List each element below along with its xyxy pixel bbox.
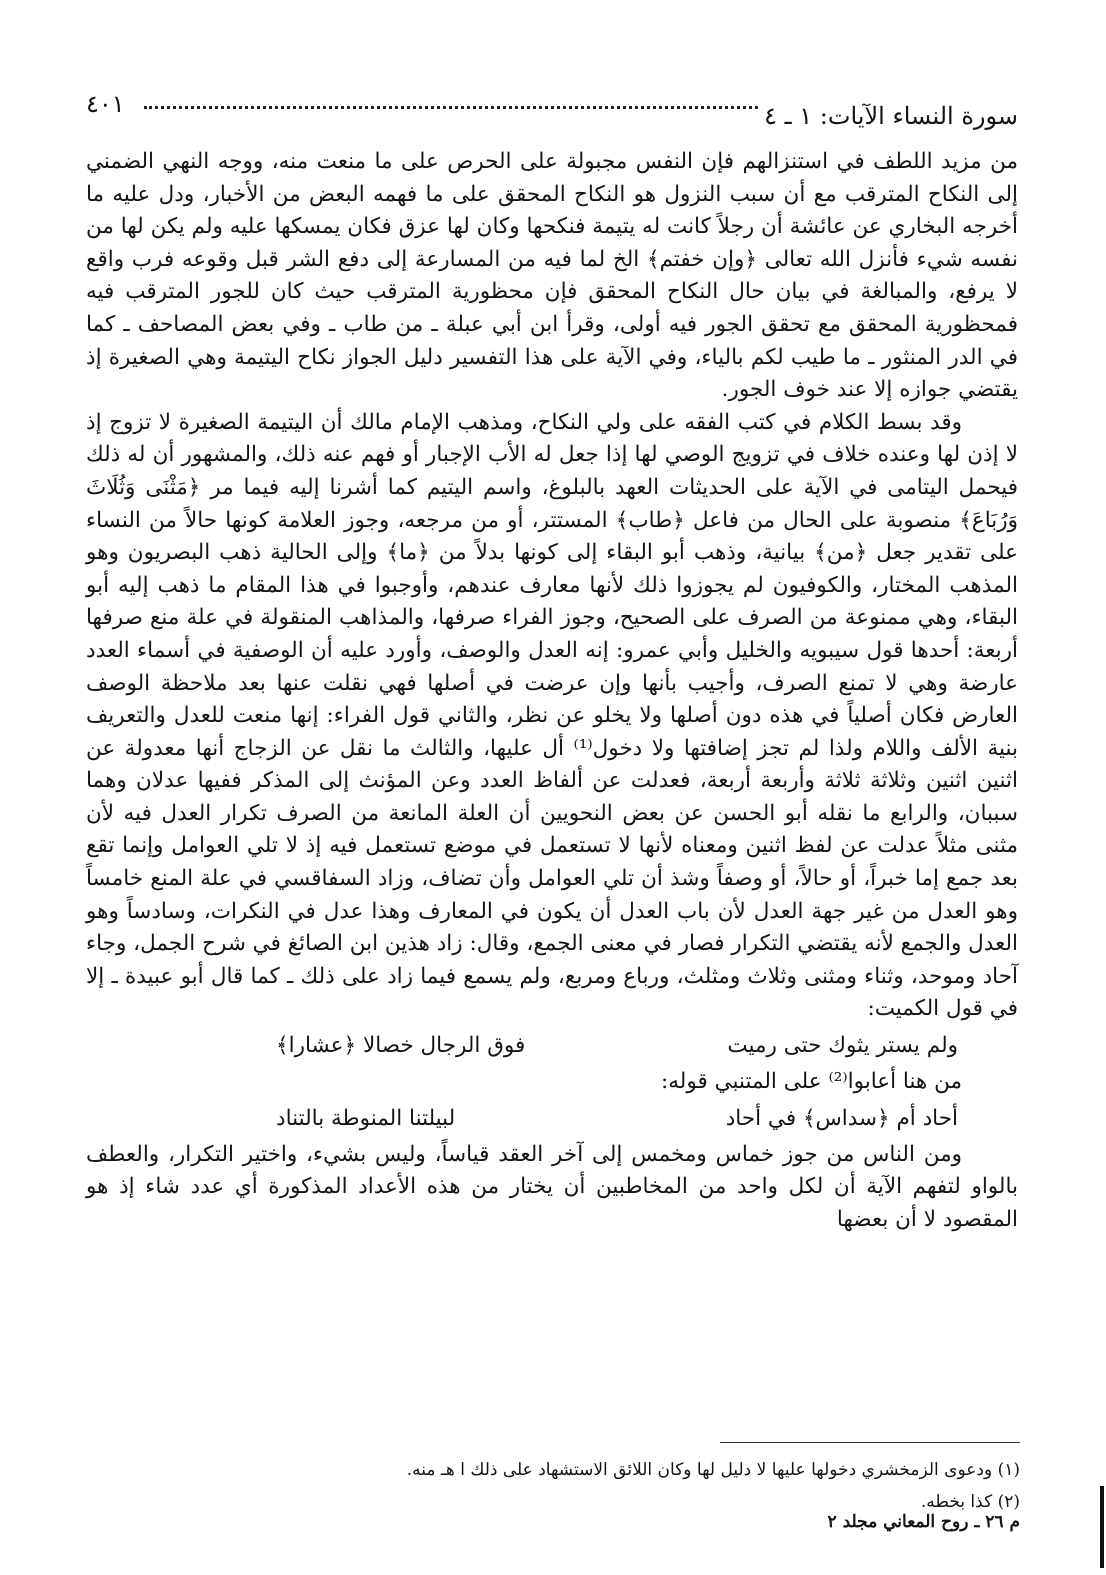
page-number: ٤٠١ [86, 90, 125, 118]
paragraph-1: من مزيد اللطف في استنزالهم فإن النفس مجبولة على الحرص على ما منعت منه، ووجه النهي الضمني إلى النكاح المترقب مع أن سبب النزول هو النكاح المحقق على ما فهمه البعض من الأخبار، ودل عليه ما أخرجه البخاري عن عائشة أن رجلاً كانت له يتيمة فنكحها وكان لها عزق فكان يمسكها عليه ولم يكن لها من نفسه شيء فأنزل الله تعالى ﴿وإن خفتم﴾ الخ لما فيه من المسارعة إلى دفع الشر قبل وقوعه فرب واقع لا يرفع، والمبالغة في بيان حال النكاح المحقق فإن محظورية المترقب حيث كان للجور المترقب فيه فمحظورية المحقق مع تحقق الجور فيه أولى، وقرأ ابن أبي عبلة ـ من طاب ـ وفي بعض المصاحف ـ كما في الدر المنثور ـ ما طيب لكم بالياء، وفي الآية على هذا التفسير دليل الجواز نكاح اليتيمة وهي الصغيرة إذ يقتضي جوازه إلا عند خوف الجور. [86, 149, 1018, 403]
header-title: سورة النساء الآيات: ١ ـ ٤ [764, 102, 1018, 130]
verse-line-2 [86, 1099, 1018, 1139]
footnote-1: (١) ودعوى الزمخشري دخولها عليها لا دليل لها وكان اللائق الاستشهاد على ذلك ا هـ منه. [406, 1460, 1020, 1480]
verse-2-right-hemistich: أحاد أم ﴿سداس﴾ في أحاد [725, 1105, 958, 1131]
running-header [86, 84, 1018, 140]
middle-line: من هنا أعابوا⁽²⁾ على المتنبي قوله: [661, 1069, 962, 1095]
paragraph-2: وقد بسط الكلام في كتب الفقه على ولي النكاح، ومذهب الإمام مالك أن اليتيمة الصغيرة لا تزوج إذ لا إذن لها وعنده خلاف في تزويج الوصي لها إذا جعل له الأب الإجبار أو فهم عنه ذلك، والمشهور أن له ذلك فيحمل اليتامى في الآية على الحديثات العهد بالبلوغ، واسم اليتيم كما أشرنا إليه فيما مر ﴿مَثْنَى وَثُلَاثَ وَرُبَاعَ﴾ منصوبة على الحال من فاعل ﴿طاب﴾ المستتر، أو من مرجعه، وجوز العلامة كونها حالاً من النساء على تقدير جعل ﴿من﴾ بيانية، وذهب أبو البقاء إلى كونها بدلاً من ﴿ما﴾ وإلى الحالية ذهب البصريون وهو المذهب المختار، والكوفيون لم يجوزوا ذلك لأنها معارف عندهم، وأوجبوا في هذا المقام ما ذهب إليه أبو البقاء، وهي ممنوعة من الصرف على الصحيح، وجوز الفراء صرفها، والمذاهب المنقولة في علة منع صرفها أربعة: أحدها قول سيبويه والخليل وأبي عمرو: إنه العدل والوصف، وأورد عليه أن الوصفية في أسماء العدد عارضة وهي لا تمنع الصرف، وأجيب بأنها وإن عرضت في أصلها فهي نقلت عنها بعد ملاحظة الوصف العارض فكان أصلياً في هذه دون أصلها ولا يخلو عن نظر، والثاني قول الفراء: إنها منعت للعدل والتعريف بنية الألف واللام ولذا لم تجز إضافتها ولا دخول⁽¹⁾ أل عليها، والثالث ما نقل عن الزجاج أنها معدولة عن اثنين اثنين وثلاثة ثلاثة وأربعة أربعة، فعدلت عن ألفاظ العدد وعن المؤنث إلى المذكر ففيها عدلان وهما سببان، والرابع ما نقله أبو الحسن عن بعض النحويين أن العلة المانعة من الصرف تكرار العدل فيه لأن مثنى مثلاً عدلت عن لفظ اثنين ومعناه لأنها لا تستعمل في موضع تستعمل فيه إذ لا تلي العوامل وإنما تقع بعد جمع إما خبراً، أو حالاً، أو وصفاً وشذ أن تلي العوامل وأن تضاف، وزاد السفاقسي في علة المنع خامساً وهو العدل من غير جهة العدل لأن باب العدل أن يكون في المعارف وهذا عدل في النكرات، وسادساً وهو العدل والجمع لأنه يقتضي التكرار فصار في معنى الجمع، وقال: زاد هذين ابن الصائغ في شرح الجمل، وجاء آحاد وموحد، وثناء ومثنى وثلاث ومثلث، ورباع ومربع، ولم يسمع فيما زاد على ذلك ـ كما قال أبو عبيدة ـ إلا في قول الكميت: [86, 409, 1018, 1022]
verse-1-left-hemistich: فوق الرجال خصالا ﴿عشارا﴾ [276, 1033, 526, 1059]
signature-mark: م ٢٦ ـ روح المعاني مجلد ٢ [827, 1512, 1020, 1532]
header-dotted-leader [144, 92, 758, 109]
verse-2-left-hemistich: لبيلتنا المنوطة بالتناد [276, 1105, 456, 1131]
closing-paragraph: ومن الناس من جوز خماس ومخمس إلى آخر العقد قياساً، وليس بشيء، واختير التكرار، والعطف بالواو لتفهم الآية أن لكل واحد من المخاطبين أن يختار من هذه الأعداد المذكورة أي عدد شاء إذ هو المقصود لا أن بعضها [86, 1141, 1018, 1232]
main-text [86, 146, 1018, 1236]
verse-line-1 [86, 1026, 1018, 1066]
verse-1-right-hemistich: ولم يستر يثوك حتى رميت [727, 1033, 958, 1059]
footnote-2: (٢) كذا بخطه. [920, 1492, 1020, 1512]
scan-edge-mark [1100, 1486, 1104, 1568]
footnote-separator [720, 1442, 1020, 1443]
footnotes [90, 1454, 1020, 1518]
